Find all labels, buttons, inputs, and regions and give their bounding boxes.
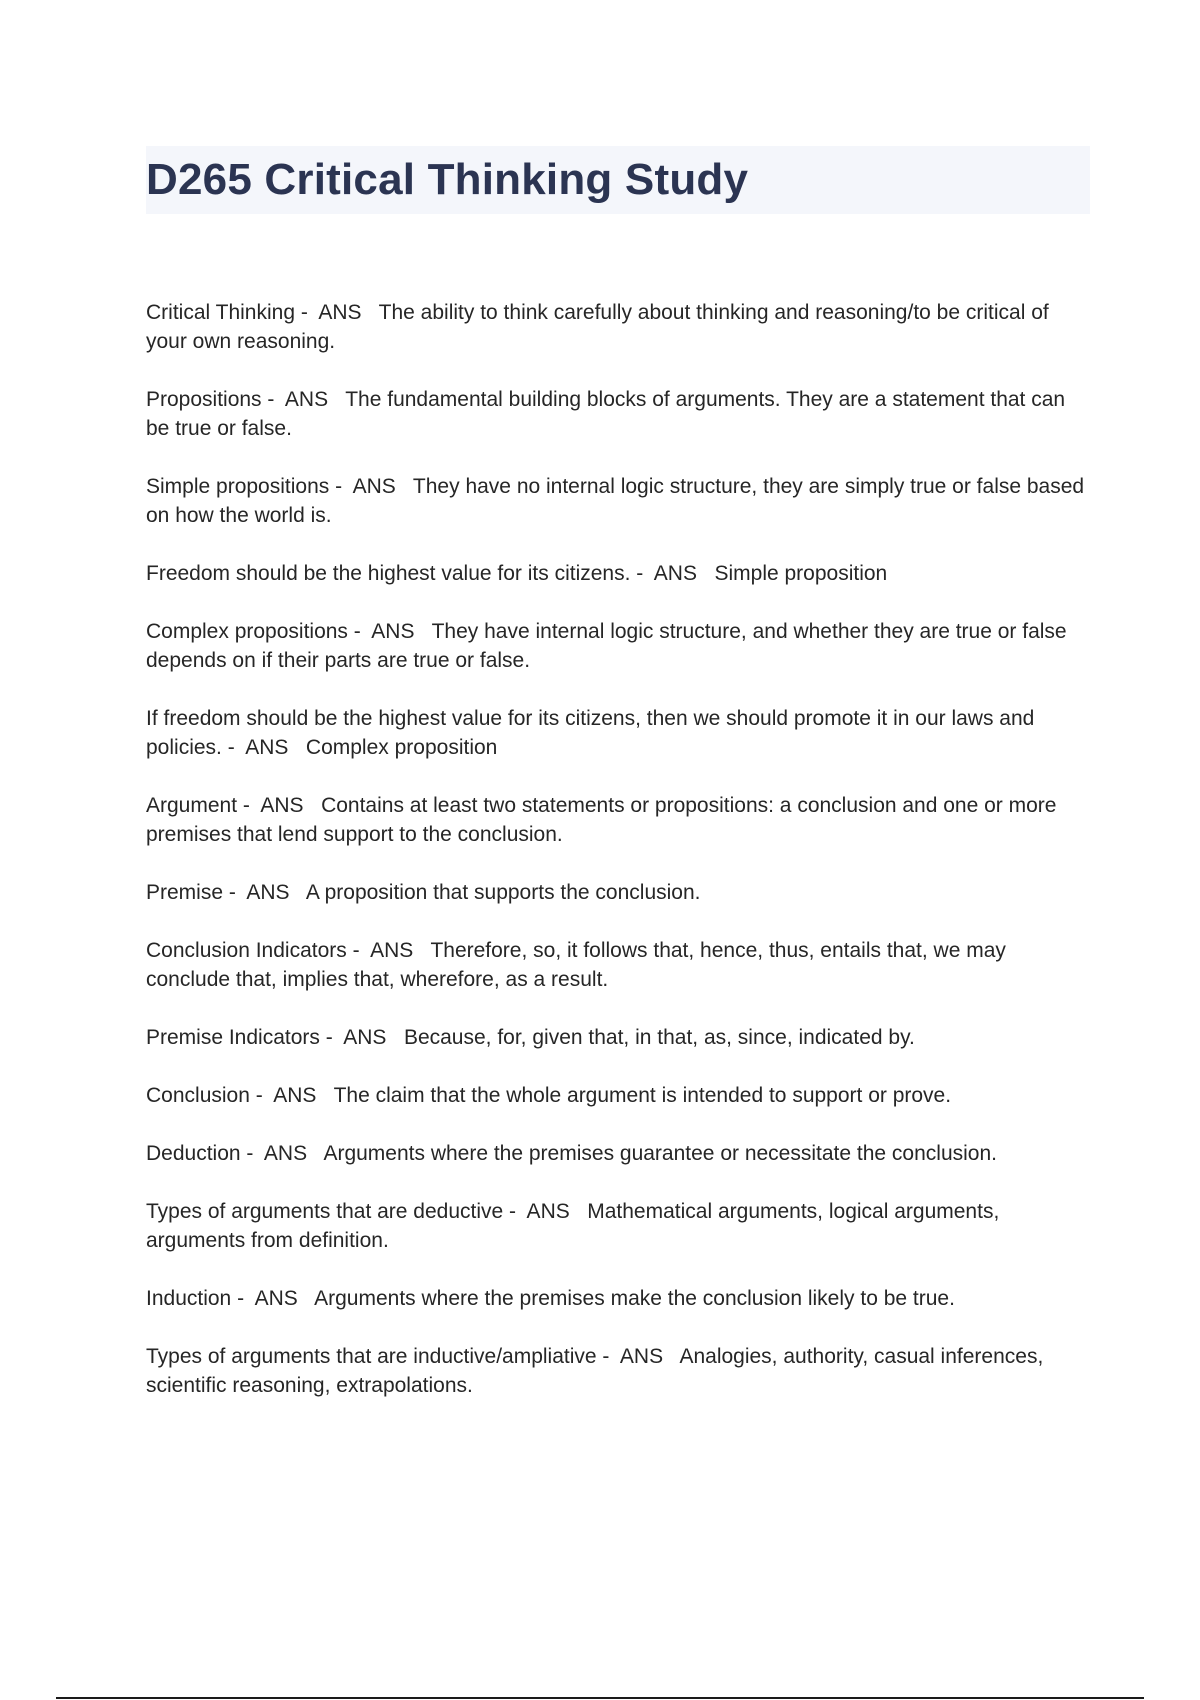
- study-entries: [146, 298, 1090, 1429]
- entry-separator: - ANS: [329, 475, 413, 498]
- entry-separator: - ANS: [503, 1200, 588, 1223]
- entry-term: Argument: [146, 794, 238, 817]
- entry-term: Types of arguments that are deductive: [146, 1200, 504, 1223]
- study-entry: [146, 1139, 1090, 1168]
- entry-definition: The ability to think carefully about thinking and reasoning/to be critical of your own reasoning.: [146, 301, 1055, 353]
- study-entry: [146, 1284, 1090, 1313]
- entry-term: Premise Indicators: [146, 1026, 320, 1049]
- entry-definition: Analogies, authority, casual inferences, scientific reasoning, extrapolations.: [146, 1345, 1050, 1397]
- entry-definition: Complex proposition: [305, 736, 498, 759]
- entry-term: Critical Thinking: [146, 301, 295, 324]
- entry-term: Conclusion: [146, 1084, 250, 1107]
- page-footer-rule: [56, 1697, 1144, 1699]
- entry-definition: They have no internal logic structure, they are simply true or false based on how the world is.: [146, 475, 1090, 527]
- entry-definition: Arguments where the premises guarantee or necessitate the conclusion.: [323, 1142, 997, 1165]
- entry-definition: A proposition that supports the conclusion.: [305, 881, 701, 904]
- entry-term: Premise: [146, 881, 224, 904]
- entry-term: Simple propositions: [146, 475, 330, 498]
- entry-definition: Therefore, so, it follows that, hence, thus, entails that, we may conclude that, implies that, wherefore, as a result.: [146, 939, 1012, 991]
- entry-term: Conclusion Indicators: [146, 939, 347, 962]
- page-title: D265 Critical Thinking Study: [146, 155, 749, 204]
- entry-separator: - ANS: [596, 1345, 680, 1368]
- entry-separator: - ANS: [223, 881, 306, 904]
- entry-definition: Mathematical arguments, logical arguments, arguments from definition.: [146, 1200, 1006, 1252]
- entry-definition: Because, for, given that, in that, as, since, indicated by.: [403, 1026, 915, 1049]
- entry-separator: - ANS: [261, 388, 346, 411]
- study-entry: [146, 791, 1090, 849]
- entry-separator: - ANS: [346, 939, 431, 962]
- entry-separator: - ANS: [249, 1084, 334, 1107]
- entry-definition: Contains at least two statements or propositions: a conclusion and one or more premises that lend support to the conclusion.: [146, 794, 1063, 846]
- entry-term: Freedom should be the highest value for its citizens.: [146, 562, 631, 585]
- study-entry: [146, 617, 1090, 675]
- entry-definition: They have internal logic structure, and whether they are true or false depends on if their parts are true or false.: [146, 620, 1073, 672]
- entry-separator: - ANS: [630, 562, 715, 585]
- entry-separator: - ANS: [319, 1026, 404, 1049]
- study-entry: [146, 878, 1090, 907]
- study-entry: [146, 1023, 1090, 1052]
- study-entry: [146, 1197, 1090, 1255]
- entry-term: If freedom should be the highest value for its citizens, then we should promote it in our laws and policies.: [146, 707, 1041, 759]
- study-entry: [146, 1342, 1090, 1400]
- entry-definition: Arguments where the premises make the conclusion likely to be true.: [314, 1287, 955, 1310]
- entry-term: Deduction: [146, 1142, 241, 1165]
- study-entry: [146, 298, 1090, 356]
- entry-term: Types of arguments that are inductive/ampliative: [146, 1345, 597, 1368]
- study-entry: [146, 936, 1090, 994]
- entry-term: Induction: [146, 1287, 232, 1310]
- study-entry: [146, 704, 1090, 762]
- entry-separator: - ANS: [231, 1287, 315, 1310]
- study-entry: [146, 1081, 1090, 1110]
- study-entry: [146, 559, 1090, 588]
- entry-separator: - ANS: [237, 794, 322, 817]
- entry-separator: - ANS: [240, 1142, 324, 1165]
- entry-term: Propositions: [146, 388, 262, 411]
- study-entry: [146, 472, 1090, 530]
- entry-definition: The fundamental building blocks of arguments. They are a statement that can be true or false.: [146, 388, 1071, 440]
- entry-separator: - ANS: [221, 736, 306, 759]
- entry-separator: - ANS: [347, 620, 432, 643]
- study-entry: [146, 385, 1090, 443]
- entry-separator: - ANS: [295, 301, 379, 324]
- entry-definition: Simple proposition: [714, 562, 888, 585]
- entry-definition: The claim that the whole argument is intended to support or prove.: [333, 1084, 952, 1107]
- entry-term: Complex propositions: [146, 620, 348, 643]
